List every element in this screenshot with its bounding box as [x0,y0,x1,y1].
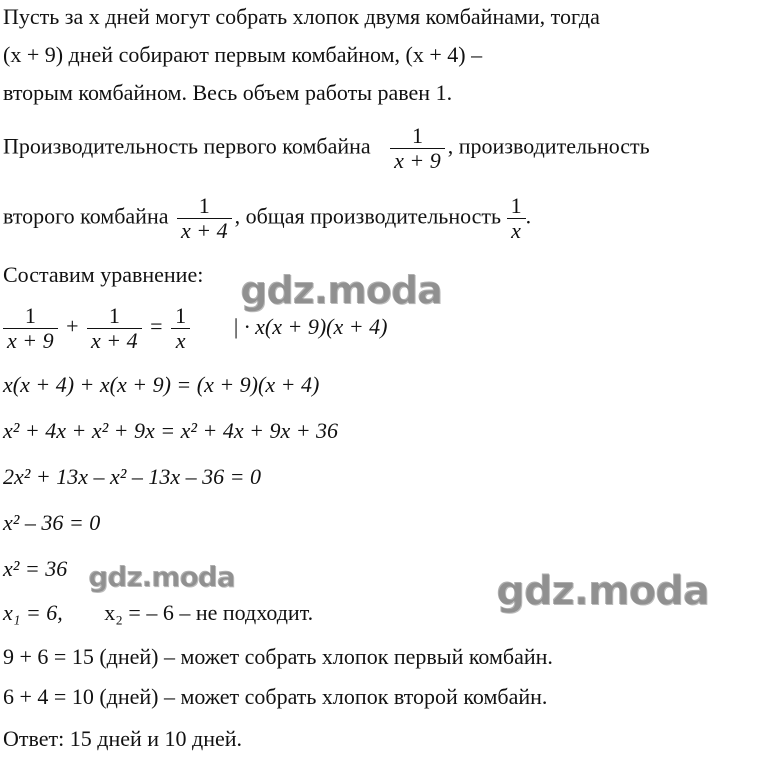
line-productivity-second [3,194,531,243]
eq-fraction-1 [3,304,58,353]
fraction-den: x + 9 [390,148,445,173]
watermark-logo: gdz.moda [240,268,442,312]
fraction-den: x [171,328,190,353]
eq-fraction-2 [87,304,142,353]
fraction-den: x + 9 [3,328,58,353]
fraction-num: 1 [198,193,210,218]
root-1: x₁ = 6, [3,600,63,625]
answer-line: Ответ: 15 дней и 10 дней. [3,726,243,751]
fraction-den: x + 4 [177,218,232,243]
equation-step-2: x² + 4x + x² + 9x = x² + 4x + 9x + 36 [3,418,339,443]
multiplier-note: | · x(x + 9)(x + 4) [232,313,388,339]
line-intro: Пусть за x дней могут собрать хлопок двумя комбайнами, тогда [3,4,600,29]
fraction-den: x [507,218,526,243]
watermark-logo: gdz.moda [496,568,709,614]
result-second: 6 + 4 = 10 (дней) – может собрать хлопок второй комбайн. [3,684,548,709]
equation-step-5: x² = 36 [3,556,68,581]
line-compose-equation: Составим уравнение: [3,262,204,287]
watermark-logo: gdz.moda [88,560,235,593]
root-2: x₂ = – 6 – не подходит. [104,600,314,625]
fraction-num: 1 [411,123,423,148]
equation-step-1: x(x + 4) + x(x + 9) = (x + 9)(x + 4) [3,372,320,397]
plus-sign: + [66,313,79,339]
period: . [525,203,532,229]
equation-step-3: 2x² + 13x – x² – 13x – 36 = 0 [3,464,261,489]
fraction-num: 1 [24,303,36,328]
fraction-first [390,124,445,173]
productivity-second-label: второго комбайна [3,203,169,229]
fraction-num: 1 [510,193,522,218]
equals-sign: = [150,313,163,339]
line-productivity-first [3,124,650,173]
result-first: 9 + 6 = 15 (дней) – может собрать хлопок первый комбайн. [3,644,553,669]
fraction-num: 1 [175,303,187,328]
equation-step-4: x² – 36 = 0 [3,510,101,535]
fraction-total [507,194,526,243]
fraction-den: x + 4 [87,328,142,353]
roots-line [3,600,313,626]
line-work: вторым комбайном. Весь объем работы равен 1. [3,80,453,105]
fraction-num: 1 [108,303,120,328]
productivity-first-label: Производительность первого комбайна [3,133,371,159]
total-productivity-label: , общая производительность [234,203,502,229]
line-days: (x + 9) дней собирают первым комбайном, (x + 4) – [3,42,483,67]
fraction-second [177,194,232,243]
eq-fraction-3 [171,304,190,353]
productivity-second-word: , производительность [447,133,650,159]
